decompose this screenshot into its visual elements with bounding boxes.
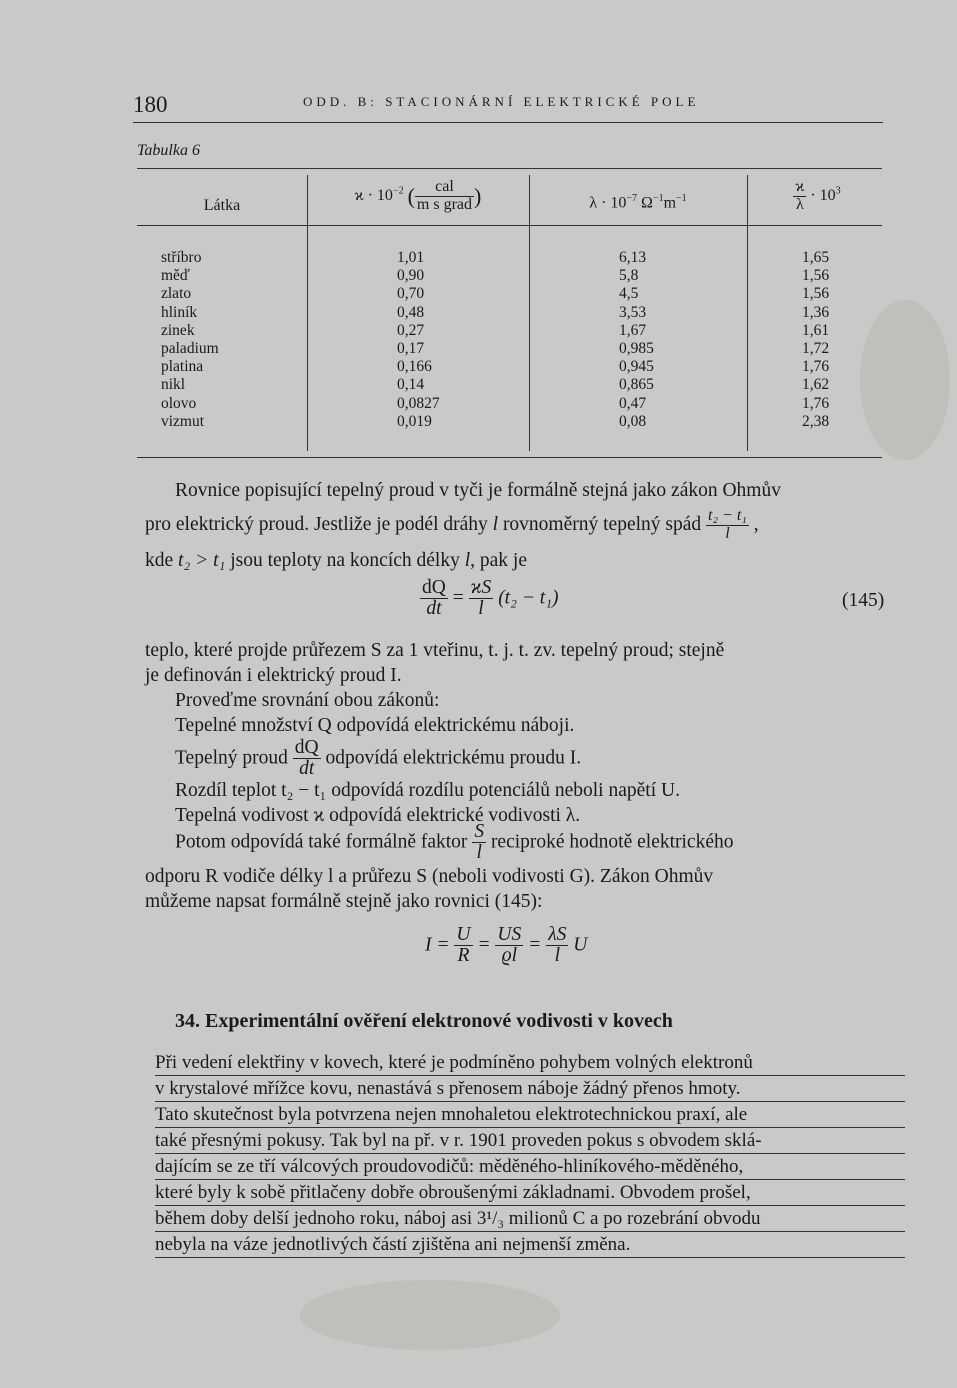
cell-ratio: 1,65 [802, 249, 830, 266]
cell-lambda: 0,08 [619, 412, 647, 430]
equation-145: $\frac{dQ}{dt}$ = $\frac{ϰS}{l}$ (t₂ − t₁) [422, 577, 559, 620]
column-separator [747, 175, 748, 451]
cell-latka: olovo [161, 394, 197, 412]
gradient-fraction: $\frac{\text{t₂ − t₁}}{l}$ [708, 507, 747, 542]
header-lambda: $\lambda \cdot 10^{-7}$ $\Omega^{-1}m^{-1}$ [589, 193, 687, 212]
unit-fraction: $\frac{\text{cal}}{\text{m s grad}}$ [416, 178, 473, 213]
section-line: které byly k sobě přitlačeny dobře obroušenými základnami. Obvodem prošel, [155, 1180, 905, 1206]
paragraph-heat-flow-analogy: Tepelný proud $\frac{dQ}{dt}$ odpovídá elektrickému proudu I. [175, 737, 582, 780]
cell-lambda: 3,53 [619, 303, 647, 321]
cell-latka: nikl [161, 376, 186, 394]
section-line: během doby delší jednoho roku, náboj asi 3¹/₃ milionů C a po rozebrání obvodu [155, 1206, 905, 1232]
cell-kappa: 0,90 [397, 267, 425, 285]
cell-kappa: 0,27 [397, 321, 425, 339]
cell-ratio: 1,76 [802, 394, 830, 412]
page-number: 180 [133, 92, 168, 117]
section-line: Při vedení elektřiny v kovech, které je podmíněno pohybem volných elektronů [155, 1050, 905, 1076]
cell-ratio: 1,76 [802, 358, 830, 376]
cell-latka: platina [161, 358, 204, 376]
page-header [133, 88, 883, 123]
cell-kappa: 0,019 [397, 412, 432, 430]
paragraph-analogies: Rozdíl teplot t₂ − t₁ odpovídá rozdílu potenciálů neboli napětí U. Tepelná vodivost ϰ odpovídá elektrické vodivosti λ. [175, 780, 680, 826]
cell-ratio: 1,36 [802, 303, 830, 321]
cell-latka: hliník [161, 303, 198, 321]
paragraph-factor: Potom odpovídá také formálně faktor $\frac{S}{l}$ reciproké hodnotě elektrického odporu R vodiče délky l a průřezu S (neboli vodivosti G). Zákon Ohmův můžeme napsat formálně stejně jako rovnici (145): [145, 821, 734, 912]
cell-ratio: 1,56 [802, 267, 830, 285]
column-kappa [397, 249, 440, 431]
cell-lambda: 1,67 [619, 321, 647, 339]
cell-ratio: 2,38 [802, 412, 830, 430]
cell-kappa: 0,0827 [397, 394, 440, 412]
cell-ratio: 1,56 [802, 285, 830, 303]
conductivity-table [137, 168, 882, 458]
section-title: 34. Experimentální ověření elektronové vodivosti v kovech [175, 1010, 673, 1032]
paragraph-intro-line2: pro elektrický proud. Jestliže je podél dráhy l rovnoměrný tepelný spád $\frac{\text{t₂ − t₁}}{l}$ , [145, 507, 759, 542]
cell-ratio: 1,61 [802, 321, 830, 339]
ohm-law-equation: I = $\frac{U}{R}$ = $\frac{US}{ϱl}$ = $\frac{\lambda S}{l}$ U [425, 924, 588, 967]
cell-latka: vizmut [161, 412, 205, 430]
section-line: dajícím se ze tří válcových proudovodičů: měděného-hliníkového-měděného, [155, 1154, 905, 1180]
section-paragraph [155, 1050, 905, 1258]
cell-lambda: 0,945 [619, 358, 654, 376]
table-caption: Tabulka 6 [137, 142, 200, 159]
section-line: Tato skutečnost byla potvrzena nejen mnohaletou elektrotechnickou praxí, ale [155, 1102, 905, 1128]
cell-ratio: 1,62 [802, 376, 830, 394]
running-head: ODD. B: STACIONÁRNÍ ELEKTRICKÉ POLE [303, 94, 700, 109]
column-separator [307, 175, 308, 451]
column-ratio [802, 249, 829, 431]
cell-latka: paladium [161, 340, 219, 358]
cell-kappa: 0,70 [397, 285, 425, 303]
cell-lambda: 0,47 [619, 394, 647, 412]
cell-kappa: 0,48 [397, 303, 425, 321]
section-line: nebyla na váze jednotlivých částí zjištěna ani nejmenší změna. [155, 1232, 905, 1258]
cell-lambda: 0,865 [619, 376, 654, 394]
cell-latka: měď [161, 267, 190, 285]
column-separator [529, 175, 530, 451]
cell-latka: zinek [161, 321, 195, 339]
column-lambda [619, 249, 654, 431]
cell-kappa: 1,01 [397, 249, 425, 266]
cell-kappa: 0,14 [397, 376, 425, 394]
cell-kappa: 0,17 [397, 340, 425, 358]
cell-kappa: 0,166 [397, 358, 432, 376]
header-kappa: $ϰ \cdot 10^{-2}$ ( $\frac{\text{cal}}{\text{m s grad}}$ ) [354, 178, 482, 213]
paragraph-intro: Rovnice popisující tepelný proud v tyči je formálně stejná jako zákon Ohmův [175, 480, 781, 501]
paper-stain [300, 1280, 560, 1350]
header-ratio: $\frac{ϰ}{\lambda}$ · $10^3$ [795, 178, 841, 213]
cell-latka: zlato [161, 285, 192, 303]
paragraph-heat-current: teplo, které projde průřezem S za 1 vteřinu, t. j. t. zv. tepelný proud; stejně je definován i elektrický proud I. Proveďme srovnání obou zákonů: Tepelné množství Q odpovídá elektrickému náboji. [145, 640, 725, 736]
cell-latka: stříbro [161, 249, 202, 266]
cell-lambda: 5,8 [619, 267, 639, 285]
section-line: také přesnými pokusy. Tak byl na př. v r. 1901 proveden pokus s obvodem sklá- [155, 1128, 905, 1154]
equation-number: (145) [842, 590, 885, 611]
column-latka [161, 249, 219, 431]
header-latka: Látka [203, 197, 241, 214]
cell-lambda: 6,13 [619, 249, 647, 266]
cell-ratio: 1,72 [802, 340, 830, 358]
section-line: v krystalové mřížce kovu, nenastává s přenosem náboje žádný přenos hmoty. [155, 1076, 905, 1102]
paragraph-intro-line3: kde t₂ > t₁ jsou teploty na koncích délky l, pak je [145, 550, 527, 571]
cell-lambda: 4,5 [619, 285, 639, 303]
header-rule [137, 225, 882, 226]
cell-lambda: 0,985 [619, 340, 654, 358]
